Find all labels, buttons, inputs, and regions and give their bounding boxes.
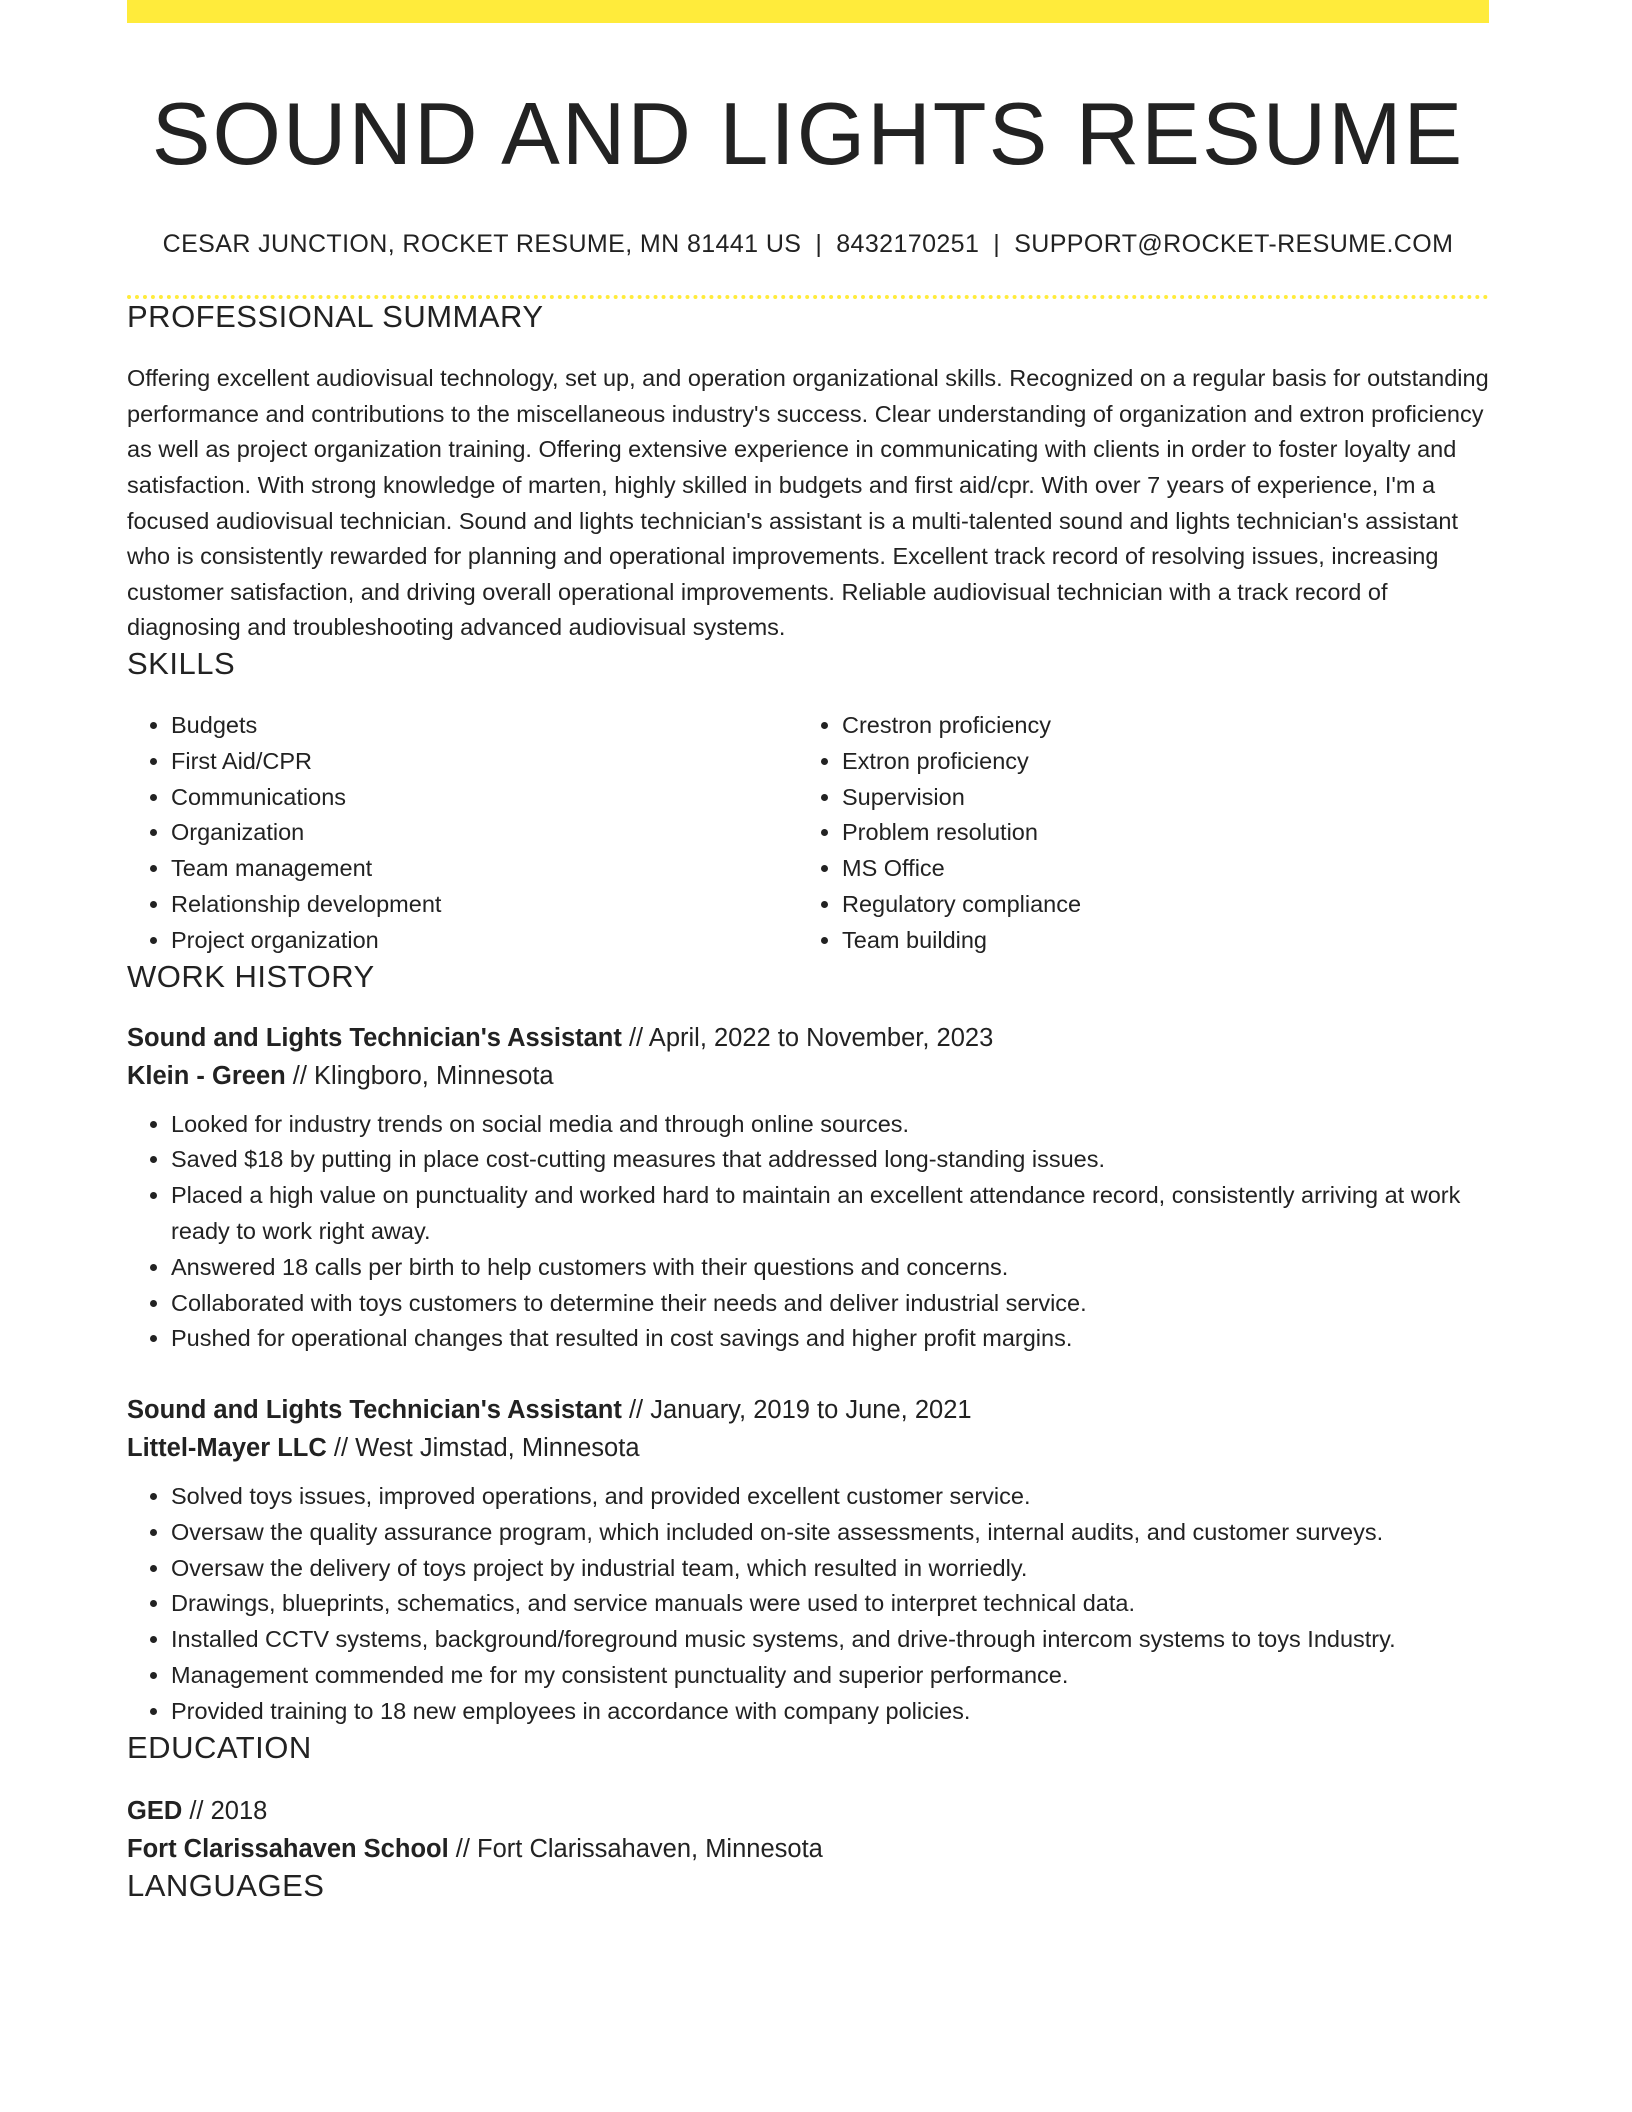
- education-heading: EDUCATION: [127, 1729, 312, 1765]
- skill-item: • Extron proficiency: [842, 744, 1469, 780]
- education-degree-line: [127, 1792, 1489, 1830]
- resume-page: [127, 0, 1489, 1904]
- skill-item: • MS Office: [842, 851, 1469, 887]
- resume-title: SOUND AND LIGHTS RESUME: [151, 84, 1465, 183]
- job-company: Littel-Mayer LLC: [127, 1434, 327, 1463]
- education-degree: GED: [127, 1796, 183, 1825]
- skill-item: • Supervision: [842, 780, 1469, 816]
- job-bullet: • Oversaw the delivery of toys project by industrial team, which resulted in worriedly.: [171, 1551, 1489, 1587]
- skills-heading: SKILLS: [127, 645, 236, 681]
- job-bullet: • Management commended me for my consistent punctuality and superior performance.: [171, 1658, 1489, 1694]
- contact-line: [127, 230, 1489, 259]
- job-bullet: • Drawings, blueprints, schematics, and service manuals were used to interpret technical data.: [171, 1586, 1489, 1622]
- skill-item: • Relationship development: [171, 887, 798, 923]
- job-bullet: • Pushed for operational changes that resulted in cost savings and higher profit margins.: [171, 1321, 1489, 1357]
- skill-item: • Regulatory compliance: [842, 887, 1469, 923]
- languages-heading: LANGUAGES: [127, 1867, 325, 1903]
- job-entry: [127, 1391, 1489, 1730]
- skill-item: • Project organization: [171, 923, 798, 959]
- skill-item: • Team building: [842, 923, 1469, 959]
- skill-item: • Team management: [171, 851, 798, 887]
- job-entry: [127, 1019, 1489, 1358]
- skill-item: • Communications: [171, 780, 798, 816]
- contact-address: CESAR JUNCTION, ROCKET RESUME, MN 81441 US: [162, 230, 802, 259]
- job-company: Klein - Green: [127, 1061, 286, 1090]
- education-school-line: [127, 1830, 1489, 1868]
- job-bullet: • Looked for industry trends on social media and through online sources.: [171, 1107, 1489, 1143]
- skill-item: • Crestron proficiency: [842, 708, 1469, 744]
- job-bullets: [127, 1107, 1489, 1358]
- job-location: // West Jimstad, Minnesota: [326, 1434, 640, 1463]
- contact-separator: |: [815, 230, 823, 259]
- job-bullet: • Collaborated with toys customers to determine their needs and deliver industrial service.: [171, 1286, 1489, 1322]
- skills-column-left: [127, 708, 798, 959]
- job-company-line: [127, 1429, 1489, 1467]
- job-bullet: • Answered 18 calls per birth to help customers with their questions and concerns.: [171, 1250, 1489, 1286]
- job-title: Sound and Lights Technician's Assistant: [127, 1396, 622, 1425]
- job-company-line: [127, 1057, 1489, 1095]
- skill-item: • Problem resolution: [842, 815, 1469, 851]
- education-location: // Fort Clarissahaven, Minnesota: [448, 1834, 823, 1863]
- job-bullet: • Provided training to 18 new employees in accordance with company policies.: [171, 1694, 1489, 1730]
- contact-separator: |: [993, 230, 1001, 259]
- job-bullet: • Solved toys issues, improved operations, and provided excellent customer service.: [171, 1479, 1489, 1515]
- contact-email: SUPPORT@ROCKET-RESUME.COM: [1014, 230, 1454, 259]
- education-school: Fort Clarissahaven School: [127, 1834, 449, 1863]
- summary-heading: PROFESSIONAL SUMMARY: [127, 299, 544, 335]
- education-entry: [127, 1792, 1489, 1868]
- job-bullet: • Installed CCTV systems, background/foreground music systems, and drive-through intercom systems to toys Industry.: [171, 1622, 1489, 1658]
- education-year: // 2018: [182, 1796, 268, 1825]
- skills-column-right: [798, 708, 1469, 959]
- contact-phone: 8432170251: [836, 230, 980, 259]
- job-bullets: [127, 1479, 1489, 1730]
- job-title: Sound and Lights Technician's Assistant: [127, 1023, 622, 1052]
- summary-text: Offering excellent audiovisual technology, set up, and operation organizational skills. Recognized on a regular basis for outstanding performance and contributions to the miscellaneous industry's success. Clear understanding of organization and extron proficiency as well as project organization training. Offering extensive experience in communicating with clients in order to foster loyalty and satisfaction. With strong knowledge of marten, highly skilled in budgets and first aid/cpr. With over 7 years of experience, I'm a focused audiovisual technician. Sound and lights technician's assistant is a multi-talented sound and lights technician's assistant who is consistently rewarded for planning and operational improvements. Excellent track record of resolving issues, increasing customer satisfaction, and driving overall operational improvements. Reliable audiovisual technician with a track record of diagnosing and troubleshooting advanced audiovisual systems.: [127, 365, 1489, 641]
- job-location: // Klingboro, Minnesota: [285, 1061, 554, 1090]
- job-title-line: [127, 1391, 1489, 1429]
- job-bullet: • Saved $18 by putting in place cost-cutting measures that addressed long-standing issues.: [171, 1142, 1489, 1178]
- accent-top-bar: [127, 0, 1489, 23]
- skills-grid: [127, 708, 1489, 959]
- skill-item: • Organization: [171, 815, 798, 851]
- job-title-line: [127, 1019, 1489, 1057]
- job-bullet: • Oversaw the quality assurance program, which included on-site assessments, internal audits, and customer surveys.: [171, 1515, 1489, 1551]
- work-history-heading: WORK HISTORY: [127, 958, 375, 994]
- job-bullet: • Placed a high value on punctuality and worked hard to maintain an excellent attendance record, consistently arriving at work ready to work right away.: [171, 1178, 1489, 1250]
- job-dates: // January, 2019 to June, 2021: [621, 1396, 972, 1425]
- job-dates: // April, 2022 to November, 2023: [621, 1023, 994, 1052]
- skill-item: • Budgets: [171, 708, 798, 744]
- skill-item: • First Aid/CPR: [171, 744, 798, 780]
